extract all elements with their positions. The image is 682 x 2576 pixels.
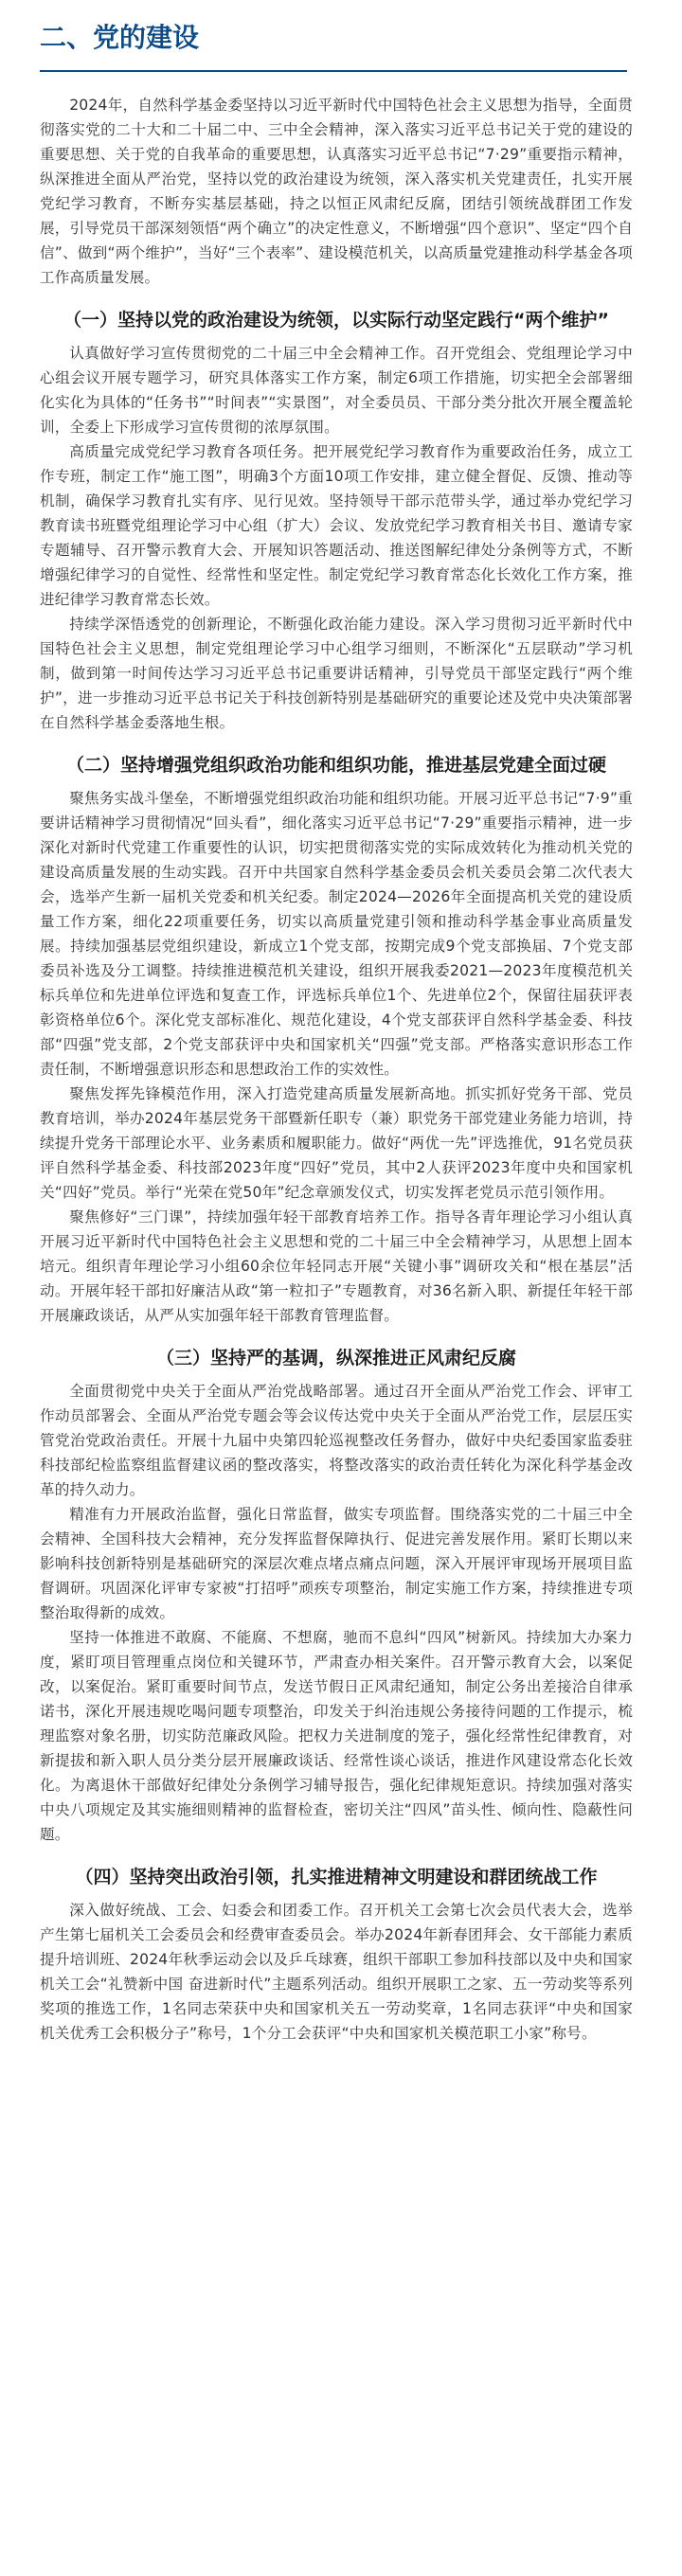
intro-paragraph: 2024年，自然科学基金委坚持以习近平新时代中国特色社会主义思想为指导，全面贯彻落实党的二十大和二十届二中、三中全会精神，深入落实习近平总书记关于党的建设的重要思想、关于党的自我革命的重要思想，认真落实习近平总书记“7·29”重要指示精神，纵深推进全面从严治党，坚持以党的政治建设为统领，深入落实机关党建责任，扎实开展党纪学习教育，不断夯实基层基础，持之以恒正风肃纪反腐，团结引领统战群团工作发展，引导党员干部深刻领悟“两个确立”的决定性意义，不断增强“四个意识”、坚定“四个自信”、做到“两个维护”，当好“三个表率”、建设模范机关，以高质量党建推动科学基金各项工作高质量发展。	[40, 97, 633, 286]
section-3-heading: （三）坚持严的基调，纵深推进正风肃纪反腐	[155, 1348, 516, 1368]
section-1-heading: （一）坚持以党的政治建设为统领，以实际行动坚定践行“两个维护”	[63, 310, 609, 331]
section-3-paragraph-2: 精准有力开展政治监督，强化日常监督，做实专项监督。围绕落实党的二十届三中全会精神、全国科技大会精神，充分发挥监督保障执行、促进完善发展作用。紧盯长期以来影响科技创新特别是基础研究的深层次难点堵点痛点问题，深入开展评审现场开展项目监督调研。巩固深化评审专家被“打招呼”顽疾专项整治，制定实施工作方案，持续推进专项整治取得新的成效。	[40, 1506, 633, 1621]
section-1-paragraph-2: 高质量完成党纪学习教育各项任务。把开展党纪学习教育作为重要政治任务，成立工作专班，制定工作“施工图”，明确3个方面10项工作安排，建立健全督促、反馈、推动等机制，确保学习教育扎实有序、见行见效。坚持领导干部示范带头学，通过举办党纪学习教育读书班暨党组理论学习中心组（扩大）会议、发放党纪学习教育相关书目、邀请专家专题辅导、召开警示教育大会、开展知识答题活动、推送图解纪律处分条例等方式，不断增强纪律学习的自觉性、经常性和坚定性。制定党纪学习教育常态化长效化工作方案，推进纪律学习教育常态长效。	[40, 443, 633, 608]
section-3-paragraph-1: 全面贯彻党中央关于全面从严治党战略部署。通过召开全面从严治党工作会、评审工作动员部署会、全面从严治党专题会等会议传达党中央关于全面从严治党工作，层层压实管党治党政治责任。开展十九届中央第四轮巡视整改任务督办，做好中央纪委国家监委驻科技部纪检监察组监督建议函的整改落实，将整改落实的政治责任转化为深化科学基金改革的持久动力。	[40, 1383, 633, 1498]
page-title: 二、党的建设	[40, 0, 627, 72]
section-3-paragraph-3: 坚持一体推进不敢腐、不能腐、不想腐，驰而不息纠“四风”树新风。持续加大办案力度，紧盯项目管理重点岗位和关键环节，严肃查办相关案件。召开警示教育大会，以案促改，以案促治。紧盯重要时间节点，发送节假日正风肃纪通知，制定公务出差接洽自律承诺书，深化开展违规吃喝问题专项整治，印发关于纠治违规公务接待问题的工作提示，梳理监察对象名册，切实防范廉政风险。把权力关进制度的笼子，强化经常性纪律教育，对新提拔和新入职人员分类分层开展廉政谈话、经常性谈心谈话，推进作风建设常态化长效化。为离退休干部做好纪律处分条例学习辅导报告，强化纪律规矩意识。持续加强对落实中央八项规定及其实施细则精神的监督检查，密切关注“四风”苗头性、倾向性、隐蔽性问题。	[40, 1629, 633, 1843]
section-1-paragraph-3: 持续学深悟透党的创新理论，不断强化政治能力建设。深入学习贯彻习近平新时代中国特色社会主义思想，制定党组理论学习中心组学习细则，不断深化“五层联动”学习机制，做到第一时间传达学习习近平总书记重要讲话精神，引导党员干部坚定践行“两个维护”，进一步推动习近平总书记关于科技创新特别是基础研究的重要论述及党中央决策部署在自然科学基金委落地生根。	[40, 616, 633, 731]
section-2-paragraph-2: 聚焦发挥先锋模范作用，深入打造党建高质量发展新高地。抓实抓好党务干部、党员教育培训，举办2024年基层党务干部暨新任职专（兼）职党务干部党建业务能力培训，持续提升党务干部理论水平、业务素质和履职能力。做好“两优一先”评选推优，91名党员获评自然科学基金委、科技部2023年度“四好”党员，其中2人获评2023年度中央和国家机关“四好”党员。举行“光荣在党50年”纪念章颁发仪式，切实发挥老党员示范引领作用。	[40, 1085, 633, 1201]
section-2-heading: （二）坚持增强党组织政治功能和组织功能，推进基层党建全面过硬	[65, 755, 606, 776]
section-1-paragraph-1: 认真做好学习宣传贯彻党的二十届三中全会精神工作。召开党组会、党组理论学习中心组会议开展专题学习，研究具体落实工作方案，制定6项工作措施，切实把全会部署细化实化为具体的“任务书”“时间表”“实景图”，对全委员员、干部分类分批次开展全覆盖轮训，全委上下形成学习宣传贯彻的浓厚氛围。	[40, 345, 633, 436]
section-4-paragraph-1: 深入做好统战、工会、妇委会和团委工作。召开机关工会第七次会员代表大会，选举产生第七届机关工会委员会和经费审查委员会。举办2024年新春团拜会、女干部能力素质提升培训班、2024年秋季运动会以及乒乓球赛，组织干部职工参加科技部以及中央和国家机关工会“礼赞新中国 奋进新时代”主题系列活动。组织开展职工之家、五一劳动奖等系列奖项的推选工作，1名同志荣获中央和国家机关五一劳动奖章，1名同志获评“中央和国家机关优秀工会积极分子”称号，1个分工会获评“中央和国家机关模范职工小家”称号。	[40, 1902, 633, 2042]
section-2-paragraph-3: 聚焦修好“三门课”，持续加强年轻干部教育培养工作。指导各青年理论学习小组认真开展习近平新时代中国特色社会主义思想和党的二十届三中全会精神学习，从思想上固本培元。组织青年理论学习小组60余位年轻同志开展“关键小事”调研攻关和“根在基层”活动。开展年轻干部扣好廉洁从政“第一粒扣子”专题教育，对36名新入职、新提任年轻干部开展廉政谈话，从严从实加强年轻干部教育管理监督。	[40, 1208, 633, 1324]
section-2-paragraph-1: 聚焦务实战斗堡垒，不断增强党组织政治功能和组织功能。开展习近平总书记“7·9”重要讲话精神学习贯彻情况“回头看”，细化落实习近平总书记“7·29”重要指示精神，进一步深化对新时代党建工作重要性的认识，切实把贯彻落实党的实际成效转化为推动机关党的建设高质量发展的生动实践。召开中共国家自然科学基金委员会机关委员会第二次代表大会，选举产生新一届机关党委和机关纪委。制定2024—2026年全面提高机关党的建设质量工作方案，细化22项重要任务，切实以高质量党建引领和推动科学基金事业高质量发展。持续加强基层党组织建设，新成立1个党支部，按期完成9个党支部换届、7个党支部委员补选及分工调整。持续推进模范机关建设，组织开展我委2021—2023年度模范机关标兵单位和先进单位评选和复查工作，评选标兵单位1个、先进单位2个，保留往届获评表彰资格单位6个。深化党支部标准化、规范化建设，4个党支部获评自然科学基金委、科技部“四强”党支部，2个党支部获评中央和国家机关“四强”党支部。严格落实意识形态工作责任制，不断增强意识形态和思想政治工作的实效性。	[40, 790, 633, 1078]
section-4-heading: （四）坚持突出政治引领，扎实推进精神文明建设和群团统战工作	[75, 1867, 598, 1887]
